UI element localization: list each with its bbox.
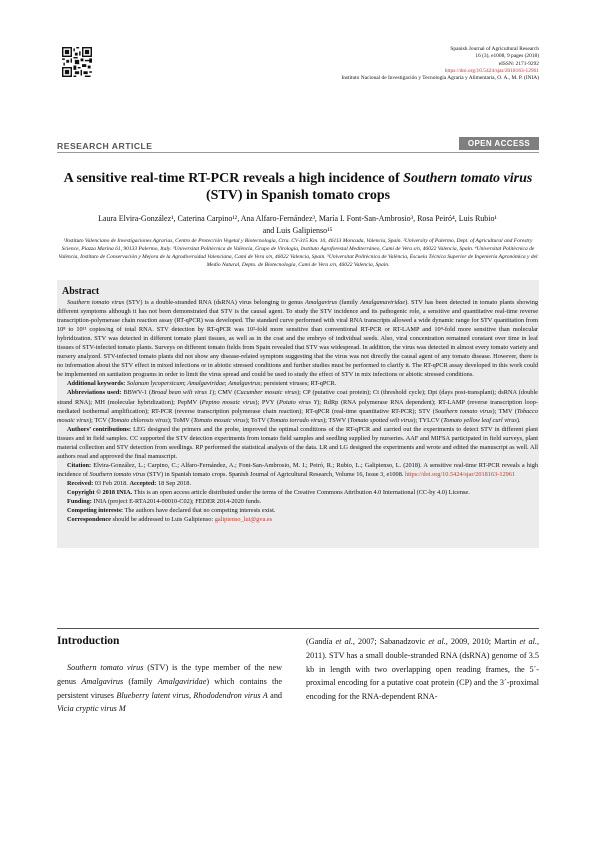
- abbreviations: [57, 388, 538, 424]
- text-span: The authors have declared that no competing interests exist.: [123, 507, 276, 515]
- competing-label: Competing interests:: [67, 507, 124, 515]
- text-span: (STV) is a double-stranded RNA (dsRNA) virus belonging to genus: [124, 299, 306, 306]
- abstract-body: [57, 298, 538, 524]
- text-span: ).: [516, 416, 521, 424]
- text-span: Amalgavirus: [228, 380, 261, 388]
- eissn: eISSN: 2171-9292: [498, 60, 539, 67]
- text-span: , 2011). STV has a small double-stranded RNA (dsRNA) genome of 3.5 kb in length with two overlapping open reading frames, the 5´-proximal encoding for a putative coat protein (CP) and the 3´-proximal encoding for the RNA-dependent RNA-: [306, 637, 540, 702]
- citation-link[interactable]: https://doi.org/10.5424/sjar/2018163-12961: [405, 470, 516, 478]
- copyright: [57, 488, 538, 497]
- text-span: should be addressed to Luis Galipienso:: [110, 516, 215, 524]
- citation-label: Citation:: [67, 461, 92, 469]
- text-span: Tomato mosaic virus: [193, 416, 246, 424]
- text-span: Solanum lycopersicum: [126, 380, 185, 388]
- text-span: (STV) is the type member of the new genus: [57, 663, 282, 686]
- doi-link[interactable]: https://doi.org/10.5424/sjar/2018163-12961: [444, 67, 539, 74]
- abstract-heading: Abstract: [62, 286, 100, 297]
- correspondence-label: Correspondence: [67, 516, 111, 524]
- text-span: Southern tomato virus: [67, 663, 144, 672]
- text-span: and: [267, 690, 283, 700]
- text-span: Tobacco mosaic virus: [57, 407, 538, 424]
- text-span: Amalgaviridae: [157, 676, 207, 686]
- text-span: Potato virus Y: [278, 398, 318, 406]
- text-span: INIA (project E-RTA2014-00010-C02); FEDER 2014-2020 funds.: [91, 498, 262, 506]
- text-span: Tomato yellow leaf curl virus: [443, 416, 517, 424]
- text-span: ) which contains the persistent viruses: [57, 676, 282, 700]
- intro-text-right: [306, 635, 539, 704]
- text-span: 18 Sep 2018.: [156, 479, 192, 487]
- journal-info: [341, 46, 539, 82]
- text-span: Tomato spotted wilt virus: [349, 416, 414, 424]
- header-divider: [57, 152, 539, 153]
- intro-divider: [57, 628, 539, 629]
- text-span: et al.: [335, 637, 353, 646]
- abbreviations-label: Abbreviations used:: [67, 389, 122, 397]
- text-span: ,: [188, 690, 194, 700]
- text-span: Amalgavirus: [81, 676, 124, 686]
- text-span: , 2007; Sabanadzovic: [352, 637, 429, 646]
- keywords: Additional keywords: Solanum lycopersicum; Amalgaviridae; Amalgavirus; persistent viruses; RT-qPCR.: [67, 380, 337, 388]
- copyright-label: Copyright © 2018 INIA.: [67, 488, 133, 496]
- intro-text-left: [57, 661, 282, 716]
- text-span: ); TYLCV (: [413, 416, 444, 424]
- publisher: Instituto Nacional de Investigación y Tecnología Agraria y Alimentaria, O. A., M. P. (INIA): [341, 75, 539, 82]
- section-label: RESEARCH ARTICLE: [57, 141, 153, 151]
- text-span: ); ToMV (: [167, 416, 194, 424]
- text-span: et al.: [428, 637, 446, 646]
- abstract-text: [57, 298, 538, 379]
- text-span: Tomato chlorosis virus: [110, 416, 168, 424]
- open-access-badge: OPEN ACCESS: [459, 137, 539, 150]
- text-span: ); TMV (: [492, 407, 517, 415]
- text-span: Southern tomato virus: [67, 299, 125, 306]
- correspondence: [57, 515, 538, 524]
- text-span: ); TCV (: [89, 416, 111, 424]
- volume-line: 16 (3), e1008, 9 pages (2018): [475, 53, 539, 60]
- accepted-label: Accepted:: [129, 479, 157, 487]
- competing-interests: [57, 506, 538, 515]
- text-span: ); TSWV (: [323, 416, 350, 424]
- funding: [57, 497, 538, 506]
- text-span: (Gandía: [306, 637, 336, 646]
- title-italic: Southern tomato virus: [403, 171, 533, 186]
- text-span: LEG designed the primers and the probe, improved the optimal conditions of the RT-qPCR and carried out the experiments to detect STV in different plant tissues and in field samples. CC supported the STV detection experiments from tomato field samples and seedling supplied by nurseries. AAF and MIFSA participated in field surveys, plant material collection and STV detection from seedlings. RP performed the statistical analysis of the data. LR and LG designed the experiments and wrote and edited the manuscript as well. All authors read and approved the final manuscript.: [57, 425, 538, 460]
- affiliations: ¹Instituto Valenciano de Investigaciones Agrarias, Centro de Protección Vegetal y Biotecnología, Ctra. CV-315 Km. 10, 46113 Moncada, Valencia, Spain. ²University of Palermo, Dept. of Agricultural and Forestry Science, Piazza Marina 61, 90133 Palermo, Italy. ³Universitat Politècnica de València, Grupo de Virología, Instituto Agroforestal Mediterráneo, Camí de Vera s/n, 46022 Valencia, Spain. ⁴Universitat Politècnica de València, Instituto de Conservación y Mejora de la Agrodiversidad Valenciana, Camí de Vera s/n, 46022 Valencia, Spain. ⁵Universitat Politècnica de València, Escuela Técnica Superior de Ingeniería Agronómica y del Medio Natural, Depto. de Biotecnología, Camí de Vera s/n, 46022 Valencia, Spain.: [58, 238, 538, 268]
- article-title: [57, 170, 539, 204]
- authors: Laura Elvira-González¹, Caterina Carpino¹², Ana Alfaro-Fernández³, María I. Font-San-Ambrosio³, Rosa Peiró⁴, Luis Rubio¹ and Luis Galipienso¹⁵: [98, 214, 497, 235]
- text-span: Southern tomato virus: [89, 470, 146, 478]
- citation: [57, 461, 538, 479]
- dates: [57, 479, 538, 488]
- text-span: Elvira-González, L.; Carpino, C.; Alfaro-Fernández, A.; Font-San-Ambrosio, M. I.; Peiró, R.; Rubio, L.; Galipienso, L. (2018). A sensitive real-time RT-PCR reveals a high incidence of: [57, 461, 538, 478]
- text-span: (family: [337, 299, 361, 306]
- text-span: ); CP (putative coat protein); Ct (threshold cycle); Dpt (days post-transplant); dsRNA (double strand RNA); MH (molecular hybridization); PepMV (: [57, 389, 538, 406]
- received-label: Received:: [67, 479, 94, 487]
- text-span: ); ToTV (: [245, 416, 270, 424]
- text-span: (family: [123, 676, 158, 686]
- text-span: (STV) in Spanish tomato crops. Spanish Journal of Agricultural Research, Volume 16, Issue 3, e1008.: [145, 470, 405, 478]
- text-span: Vicia cryptic virus M: [57, 704, 126, 714]
- contributions-label: Authors’ contributions:: [67, 425, 131, 433]
- text-span: Amalgavirus: [305, 299, 338, 306]
- text-span: ). STV has been detected in tomato plants showing different symptoms although it has not been demonstrated that STV is the causal agent. To study the STV incidence and its pathogenic role, a sensitive and quantitative real-time reverse transcription-polymerase chain reaction assay (RT-qPCR) was developed. The standard curve performed with viral RNA transcripts allowed a wide dynamic range for STV quantitation from 10⁸ to 10¹¹ copies/ng of total RNA. STV detection by RT-qPCR was 10²-fold more sensitive than conventional RT-PCR or RT-LAMP and 10⁴-fold more sensitive than molecular hybridization. STV was detected in different tomato plant tissues, as well as in the coat and the embryo of individual seeds. Also, viral concentration remained constant over time in leaf tissues of STV-infected tomato plants. Surveys on different tomato fields from Spain revealed that STV was widespread. In addition, the virus was detected in almost every tomato variety and nursery analyzed. STV-infected tomato plants did not show any disease-related symptom suggesting that the virus was not directly the causal agent of any tomato disease. However, there is no information about the STV effect in mixed infections or in abiotic stressed conditions and further studies must be performed to clarify it. The RT-qPCR assay developed in this work could be implemented on sanitation programs in order to limit the virus spread and could be used to study the effect of STV in mix infections or abiotic stressed conditions.: [57, 299, 538, 379]
- text-span: Amalgamaviridae: [360, 299, 406, 306]
- text-span: Pepino mosaic virus: [201, 398, 256, 406]
- text-span: ); CMV (: [212, 389, 237, 397]
- text-span: Cucumber mosaic virus: [236, 389, 298, 397]
- text-span: Southern tomato virus: [434, 407, 493, 415]
- text-span: Blueberry latent virus: [116, 690, 189, 700]
- intro-heading: Introduction: [57, 635, 120, 647]
- text-span: Rhododendron virus A: [193, 690, 268, 700]
- title-part: (STV) in Spanish tomato crops: [205, 188, 391, 203]
- journal-name: Spanish Journal of Agricultural Research: [450, 46, 539, 52]
- text-span: ; persistent viruses; RT-qPCR.: [260, 380, 337, 388]
- text-span: This is an open access article distributed under the terms of the Creative Commons Attribution 4.0 International (CC-by 4.0) License.: [132, 488, 470, 496]
- qr-code-icon: [62, 47, 92, 77]
- text-span: Broad bean wilt virus 1: [151, 389, 213, 397]
- text-span: Amalgaviridae: [187, 380, 225, 388]
- text-span: ); RdRp (RNA polymerase RNA dependent); RT-LAMP (reverse transcription loop-mediated isothermal amplification); RT-PCR (reverse transcription polymerase chain reaction); RT-qPCR (real-time quantitative RT-PCR); STV (: [57, 398, 539, 415]
- text-span: et al.: [519, 637, 537, 646]
- text-span: BBWV-1 (: [121, 389, 152, 397]
- authors-contributions: [57, 425, 538, 461]
- text-span: ); PVY (: [255, 398, 279, 406]
- text-span: , 2009, 2010; Martin: [445, 637, 520, 646]
- email-link[interactable]: galipienso_lui@gva.es: [214, 516, 273, 524]
- text-span: Tomato torrado virus: [269, 416, 324, 424]
- funding-label: Funding:: [67, 498, 92, 506]
- keywords-label: Additional keywords:: [67, 380, 126, 388]
- text-span: 03 Feb 2018.: [93, 479, 128, 487]
- title-part: A sensitive real-time RT-PCR reveals a high incidence of: [63, 171, 404, 186]
